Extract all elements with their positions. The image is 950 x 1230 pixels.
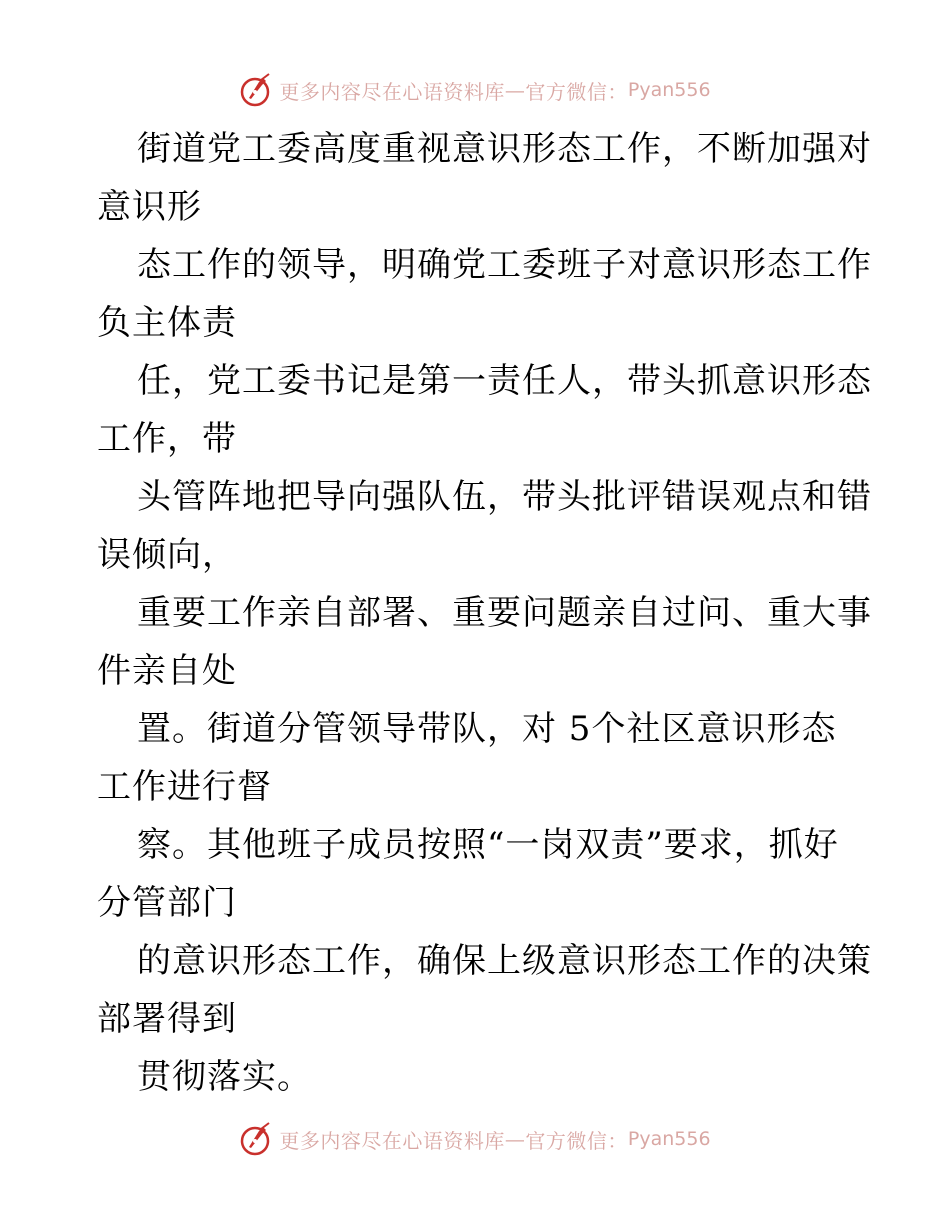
paragraph-line: 的意识形态工作，确保上级意识形态工作的决策 xyxy=(137,941,872,981)
watermark-handle: Pyan556 xyxy=(627,1128,711,1150)
paragraph-line: 任，党工委书记是第一责任人，带头抓意识形态 xyxy=(137,361,872,401)
paragraph-line: 街道党工委高度重视意识形态工作，不断加强对 xyxy=(137,129,872,169)
footer-watermark xyxy=(0,1119,950,1159)
paragraph-line: 态工作的领导，明确党工委班子对意识形态工作 xyxy=(137,245,872,285)
pen-nib-circle-icon xyxy=(239,72,275,108)
paragraph-line: 工作，带 xyxy=(97,419,237,459)
paragraph-line: 贯彻落实。 xyxy=(137,1057,312,1097)
watermark-separator: — xyxy=(504,78,526,102)
paragraph-line: 负主体责 xyxy=(97,303,237,343)
pen-nib-circle-icon xyxy=(239,1121,275,1157)
watermark-label: 官方微信： xyxy=(525,1128,628,1153)
document-body xyxy=(97,120,872,1106)
paragraph-line: 头管阵地把导向强队伍，带头批评错误观点和错 xyxy=(137,477,872,517)
paragraph-line: 件亲自处 xyxy=(97,651,237,691)
paragraph-line: 置。街道分管领导带队，对 5个社区意识形态 xyxy=(137,709,837,749)
paragraph-line: 误倾向， xyxy=(97,535,237,575)
paragraph-line: 意识形 xyxy=(97,187,202,227)
paragraph-line: 察。其他班子成员按照“一岗双责”要求，抓好 xyxy=(137,825,839,865)
watermark-label: 官方微信： xyxy=(525,79,628,104)
paragraph-line: 重要工作亲自部署、重要问题亲自过问、重大事 xyxy=(137,593,872,633)
watermark-main-text: 更多内容尽在心语资料库 xyxy=(279,1128,505,1153)
watermark-handle: Pyan556 xyxy=(627,79,711,101)
header-watermark xyxy=(0,70,950,110)
watermark-separator: — xyxy=(504,1127,526,1151)
watermark-main-text: 更多内容尽在心语资料库 xyxy=(279,79,505,104)
paragraph-line: 部署得到 xyxy=(97,999,237,1039)
paragraph-line: 工作进行督 xyxy=(97,767,272,807)
paragraph-line: 分管部门 xyxy=(97,883,237,923)
